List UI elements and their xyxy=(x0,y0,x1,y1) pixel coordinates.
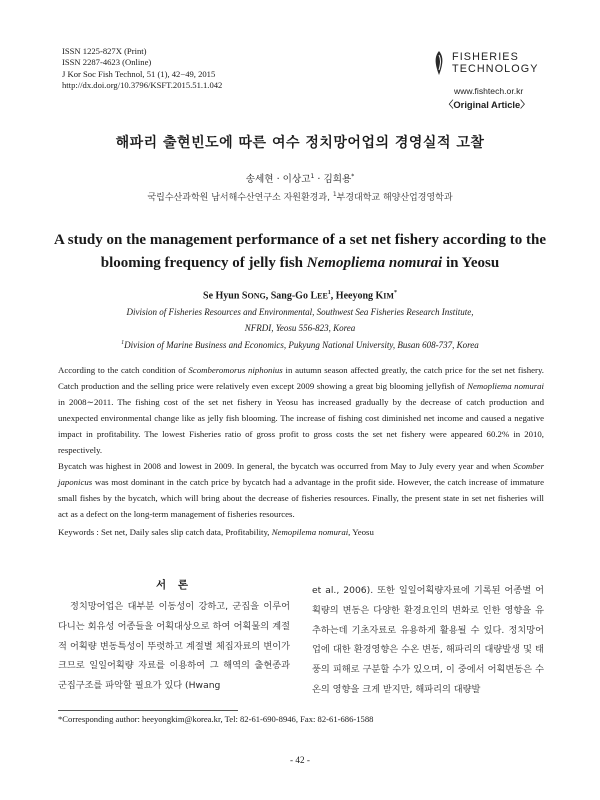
corresponding-author-footnote: *Corresponding author: heeyongkim@korea.kr, Tel: 82-61-690-8946, Fax: 82-61-686-1588 xyxy=(58,714,374,724)
korean-author-mark-star: * xyxy=(351,172,355,180)
keywords xyxy=(58,527,544,537)
abstract-text: in 2008∼2011. The fishing cost of the set net fishery in Yeosu has increased gradually by the decrease of catch production and unexpected environmental change like as jelly fish blooming. The increase of fishing cost diminished net income and caused a negative impact in profitability. The lowest Fisheries ratio of gross profit to gross costs the set net fishery were appeared 60.2% in 2010, respectively. xyxy=(58,397,544,455)
journal-logo xyxy=(432,50,552,76)
logo-line-technology: TECHNOLOGY xyxy=(452,63,539,75)
korean-author-mark-1: 1 xyxy=(310,172,315,180)
abstract-text: According to the catch condition of xyxy=(58,365,189,375)
english-affiliations xyxy=(60,305,540,354)
author-3-surname-tail: IM xyxy=(383,291,394,301)
affiliation-line-3-wrap xyxy=(60,336,540,354)
journal-url[interactable]: www.fishtech.or.kr xyxy=(454,86,524,96)
affiliation-line-1: Division of Fisheries Resources and Environmental, Southwest Sea Fisheries Research Institute, xyxy=(126,307,474,317)
logo-line-fisheries: FISHERIES xyxy=(452,51,519,63)
abstract-text: Bycatch was highest in 2008 and lowest in 2009. In general, the bycatch was occurred from May to July every year and when xyxy=(58,461,514,471)
author-3-name: , Heeyong K xyxy=(330,290,384,302)
species-name: Scomber japonicus xyxy=(58,461,544,487)
author-2-mark: 1 xyxy=(327,290,331,296)
species-name: Nemopliema nomurai xyxy=(467,381,544,391)
korean-authors-text: 송세현 · 이상고 xyxy=(245,174,311,185)
english-title-part2: in Yeosu xyxy=(442,255,500,271)
korean-title: 해파리 출현빈도에 따른 여수 정치망어업의 경영실적 고찰 xyxy=(115,135,485,151)
english-title xyxy=(40,229,560,275)
affiliation-mark: 1 xyxy=(121,340,125,346)
footnote-divider xyxy=(58,710,238,711)
abstract-text: was most dominant in the catch price by bycatch had a advantage in the profit side. However, the catch increase of immature small fishes by the bycatch, which will bring about the decrease of fisheries resources. Finally, the present state in set net fisheries will act as a defect on the long-term management of fisheries resources. xyxy=(58,477,544,519)
korean-authors xyxy=(0,171,600,185)
author-1-name: Se Hyun S xyxy=(203,290,248,302)
korean-affiliation-mark: 1 xyxy=(332,191,337,198)
korean-author-3: · 김희용 xyxy=(314,174,352,185)
author-2-surname-tail: EE xyxy=(317,291,328,301)
journal-meta xyxy=(62,46,222,92)
korean-affiliation-2: 부경대학교 해양산업경영학과 xyxy=(336,193,453,203)
english-title-species: Nemopliema nomurai xyxy=(306,255,443,271)
species-name: Scomberomorus niphonius xyxy=(188,365,283,375)
affiliation-line-2: NFRDI, Yeosu 556-823, Korea xyxy=(244,322,356,333)
keywords-species: Nemopilema nomurai xyxy=(271,527,349,537)
abstract-paragraph-1 xyxy=(58,362,544,458)
keywords-tail: , Yeosu xyxy=(348,527,374,537)
article-type: 〈Original Article〉 xyxy=(444,99,530,110)
doi-link[interactable]: http://dx.doi.org/10.3796/KSFT.2015.51.1.042 xyxy=(62,80,223,91)
issn-online: ISSN 2287-4623 (Online) xyxy=(62,57,152,68)
author-3-mark: * xyxy=(393,290,397,296)
abstract-text: in autumn season affected greatly, the catch price for the set net fishery. Catch production and the selling price were relatively even except 2009 showing a great big blooming jellyfish of xyxy=(58,365,544,391)
keywords-terms: Keywords : Set net, Daily sales slip catch data, Profitability, xyxy=(58,527,272,537)
author-1-surname-tail: ONG xyxy=(247,291,266,301)
english-title-part1: A study on the management performance of a set net fishery according to the blooming frequency of jelly fish xyxy=(53,232,546,271)
issn-print: ISSN 1225-827X (Print) xyxy=(62,46,147,56)
korean-affiliation xyxy=(0,190,600,203)
page-number: - 42 - xyxy=(290,755,310,765)
korean-affiliation-1: 국립수산과학원 남서해수산연구소 자원환경과, xyxy=(147,193,330,203)
abstract xyxy=(58,362,544,522)
affiliation-line-3: Division of Marine Business and Economics, Pukyung National University, Busan 608-737, Korea xyxy=(124,340,479,350)
body-left-column: 정치망어업은 대부분 이동성이 강하고, 군집을 이루어 다니는 회유성 어종들을 어획대상으로 하여 어획물의 계절적 어획량 변동특성이 뚜렷하고 계절별 체집자료의 변이가 크므로 일일어획량 자료를 이용하여 그 해역의 출현종과 군집구조를 파악할 필요가 있다 (Hwang xyxy=(58,601,290,692)
citation: J Kor Soc Fish Technol, 51 (1), 42−49, 2015 xyxy=(62,68,216,79)
abstract-paragraph-2 xyxy=(58,458,544,522)
section-heading-introduction: 서 론 xyxy=(156,579,192,591)
english-authors xyxy=(0,290,600,301)
body-right-column: et al., 2006). 또한 일일어획량자료에 기록된 어종별 어획량의 변동은 다양한 환경요인의 변화로 인한 영향을 유추하는데 기초자료로 유용하게 활용될 수 있다. 정치망어업에 대한 환경영향은 수온 변동, 해파리의 대량발생 및 태풍의 피해로 구분할 수가 있으며, 이 중에서 어획변동은 수온의 영향을 크게 받지만, 해파리의 대량발 xyxy=(312,585,544,695)
author-2-name: , Sang-Go L xyxy=(265,290,318,302)
fish-logo-icon xyxy=(432,50,446,76)
